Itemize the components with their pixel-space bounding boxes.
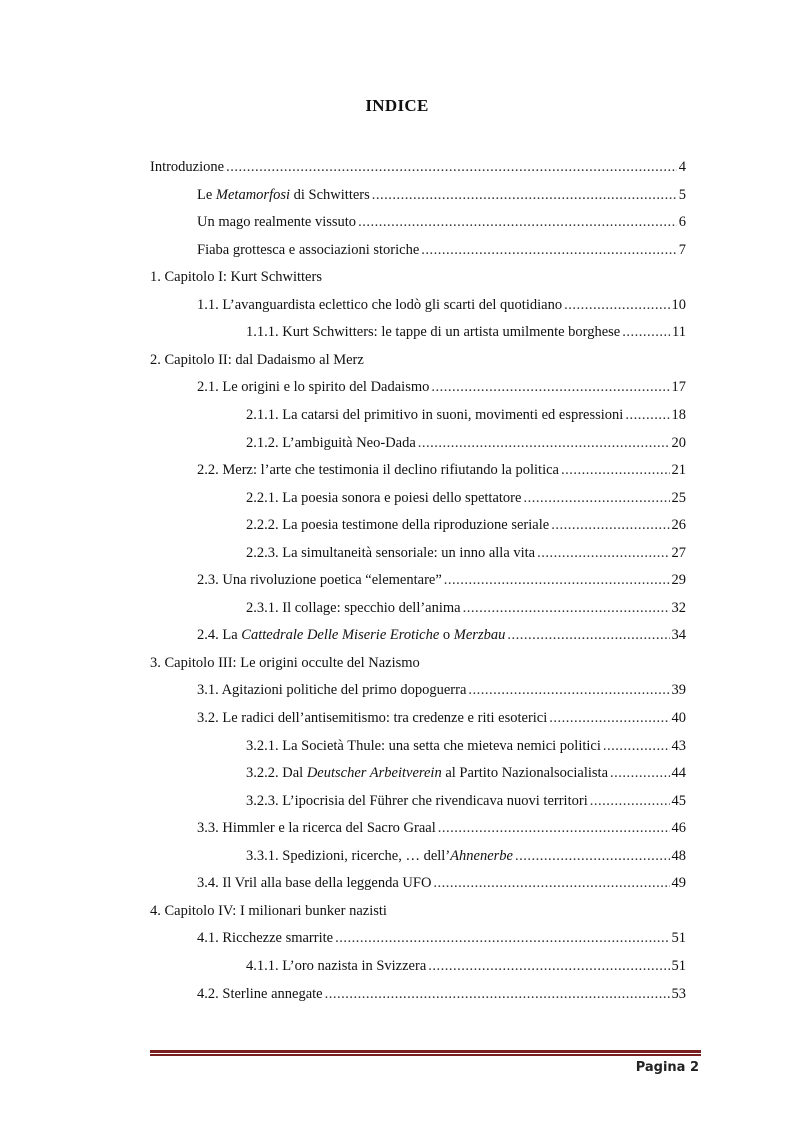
toc-entry-page: 10	[671, 296, 686, 313]
dot-leader	[507, 625, 669, 645]
dot-leader	[468, 680, 669, 700]
toc-entry-title-part: Le	[197, 186, 216, 203]
toc-entry[interactable]	[246, 791, 686, 811]
toc-entry-page: 40	[671, 710, 686, 726]
toc-entry-title-part: Merzbau	[453, 627, 506, 644]
toc-entry-title-part: 3.2. Le radici dell’antisemitismo: tra credenze e riti esoterici	[197, 710, 548, 726]
toc-entry-title	[150, 157, 224, 177]
toc-entry-title-part: Metamorfosi	[215, 186, 291, 203]
toc-entry-title	[246, 515, 549, 535]
dot-leader	[463, 598, 670, 618]
toc-entry-page: 48	[671, 847, 686, 864]
dot-leader	[603, 736, 670, 756]
toc-entry-title	[197, 240, 419, 260]
toc-entry[interactable]	[246, 433, 686, 453]
toc-entry-page: 51	[671, 957, 686, 974]
toc-entry-title	[246, 956, 426, 976]
toc-entry-title-part: 2.1.2. L’ambiguità Neo-Dada	[246, 434, 416, 451]
toc-entry-title	[197, 873, 431, 893]
toc-entry[interactable]	[197, 708, 686, 728]
toc-entry[interactable]	[197, 240, 686, 260]
dot-leader	[537, 543, 669, 563]
toc-entry[interactable]	[150, 653, 710, 673]
toc-entry-page: 51	[671, 930, 686, 947]
toc-entry[interactable]	[150, 157, 686, 177]
toc-entry-title-part: Un mago realmente vissuto	[197, 214, 357, 231]
toc-entry-page: 39	[671, 682, 686, 699]
toc-entry[interactable]	[246, 956, 686, 976]
dot-leader	[622, 322, 670, 342]
toc-entry-title-part: 4.2. Sterline annegate	[197, 985, 323, 1002]
toc-entry-title	[197, 680, 466, 700]
toc-entry-title-part: 1.1.1. Kurt Schwitters: le tappe di un artista umilmente borghese	[246, 324, 621, 341]
toc-entry-page: 25	[671, 489, 686, 506]
toc-entry[interactable]	[197, 625, 686, 645]
toc-entry-title-part: 3. Capitolo III: Le origini occulte del Nazismo	[150, 654, 420, 671]
toc-entry[interactable]	[246, 405, 686, 425]
dot-leader	[335, 928, 669, 948]
toc-entry-title	[246, 598, 461, 618]
dot-leader	[433, 873, 669, 893]
toc-entry[interactable]	[150, 350, 710, 370]
toc-entry-title-part: Fiaba grottesca e associazioni storiche	[197, 241, 420, 258]
toc-entry-title-part: 3.4. Il Vril alla base della leggenda UFO	[197, 875, 432, 892]
toc-entry[interactable]	[197, 818, 686, 838]
dot-leader	[515, 846, 670, 866]
toc-entry-title-part: 4.1.1. L’oro nazista in Svizzera	[246, 957, 427, 974]
toc-entry-title	[197, 984, 323, 1004]
page-title: INDICE	[365, 96, 429, 115]
toc-entry-title-part: Deutscher Arbeitverein	[306, 765, 442, 782]
toc-entry-page: 32	[671, 599, 686, 616]
toc-entry-title	[197, 928, 333, 948]
toc-entry-title-part: 3.1. Agitazioni politiche del primo dopoguerra	[197, 682, 467, 699]
toc-entry-title	[150, 901, 387, 921]
toc-entry-title	[150, 653, 420, 673]
toc-entry[interactable]	[197, 295, 686, 315]
toc-entry-title	[197, 570, 442, 590]
toc-entry-title-part: 2.3. Una rivoluzione poetica “elementare”	[197, 572, 442, 589]
toc-entry-page: 11	[672, 324, 686, 341]
toc-entry-title-part: Cattedrale Delle Miserie Erotiche	[241, 627, 440, 644]
toc-entry-page: 29	[671, 572, 686, 589]
dot-leader	[549, 708, 669, 728]
toc-entry-title-part: 3.3. Himmler e la ricerca del Sacro Graal	[197, 820, 436, 837]
toc-entry[interactable]	[150, 267, 710, 287]
toc-entry-title-part: 2.2. Merz: l’arte che testimonia il declino rifiutando la politica	[197, 462, 559, 479]
dot-leader	[438, 818, 670, 838]
toc-entry-page: 34	[671, 627, 686, 644]
dot-leader	[226, 157, 677, 177]
toc-entry-title	[246, 763, 608, 783]
toc-entry-page: 18	[671, 406, 686, 423]
toc-entry[interactable]	[246, 763, 686, 783]
toc-entry-title-part: 2.1.1. La catarsi del primitivo in suoni, movimenti ed espressioni	[246, 406, 624, 423]
toc-entry-page: 20	[671, 434, 686, 451]
toc-entry-page: 17	[671, 379, 686, 396]
toc-entry-title-part: 2.1. Le origini e lo spirito del Dadaismo	[197, 379, 430, 396]
toc-entry-title-part: 2. Capitolo II: dal Dadaismo al Merz	[150, 351, 364, 368]
toc-entry[interactable]	[246, 736, 686, 756]
toc-entry[interactable]	[197, 680, 686, 700]
toc-entry[interactable]	[246, 515, 686, 535]
toc-entry-title-part: 2.2.3. La simultaneità sensoriale: un inno alla vita	[246, 544, 536, 561]
dot-leader	[444, 570, 670, 590]
toc-entry-title	[197, 295, 562, 315]
toc-entry-page: 7	[678, 241, 686, 258]
toc-entry-title-part: 4. Capitolo IV: I milionari bunker nazisti	[150, 902, 387, 919]
toc-entry-title-part: 3.2.1. La Società Thule: una setta che mieteva nemici politici	[246, 737, 601, 754]
toc-entry-title	[246, 736, 601, 756]
dot-leader	[418, 433, 670, 453]
toc-entry[interactable]	[246, 598, 686, 618]
toc-entry-title	[246, 488, 521, 508]
toc-entry[interactable]	[197, 185, 686, 205]
toc-entry-title	[246, 791, 588, 811]
toc-entry-title	[150, 350, 364, 370]
toc-entry[interactable]	[197, 873, 686, 893]
toc-entry-title	[246, 543, 535, 563]
toc-entry-page: 44	[671, 765, 686, 782]
dot-leader	[561, 460, 670, 480]
toc-entry[interactable]	[246, 488, 686, 508]
toc-entry-title-part: 4.1. Ricchezze smarrite	[197, 930, 334, 947]
toc-entry-title-part: 2.2.2. La poesia testimone della riproduzione seriale	[246, 517, 550, 534]
toc-entry[interactable]	[197, 212, 686, 232]
toc-entry-title-part: 1. Capitolo I: Kurt Schwitters	[150, 269, 322, 286]
toc-entry[interactable]	[150, 901, 710, 921]
dot-leader	[358, 212, 677, 232]
toc-entry-title	[197, 185, 370, 205]
dot-leader	[590, 791, 670, 811]
dot-leader	[428, 956, 669, 976]
toc-entry-title-part: al Partito Nazionalsocialista	[441, 765, 608, 782]
toc-entry-title	[197, 377, 429, 397]
toc-entry-page: 45	[671, 792, 686, 809]
toc-entry-title	[246, 322, 620, 342]
dot-leader	[564, 295, 669, 315]
dot-leader	[325, 984, 670, 1004]
toc-entry-page: 26	[671, 517, 686, 534]
toc-entry[interactable]	[197, 460, 686, 480]
toc-entry-title	[197, 625, 505, 645]
toc-entry-page: 43	[671, 737, 686, 754]
toc-entry-title-part: 3.2.3. L’ipocrisia del Führer che rivendicava nuovi territori	[246, 792, 588, 809]
toc-entry-title-part: Introduzione	[150, 159, 225, 175]
toc-entry-title	[246, 846, 513, 866]
toc-entry-title	[197, 708, 547, 728]
toc-entry-title	[246, 433, 416, 453]
toc-entry-title-part: 3.2.2. Dal	[246, 765, 307, 782]
toc-entry[interactable]	[246, 322, 686, 342]
toc-entry[interactable]	[246, 543, 686, 563]
toc-entry-title-part: 2.4. La	[197, 627, 242, 644]
toc-entry-title	[150, 267, 322, 287]
toc-entry-page: 5	[678, 186, 686, 203]
toc-entry-title-part: 3.3.1. Spedizioni, ricerche, … dell’	[246, 847, 451, 864]
toc-entry[interactable]	[197, 377, 686, 397]
page-number: Pagina 2	[635, 1060, 699, 1075]
toc-entry-title-part: 2.3.1. Il collage: specchio dell’anima	[246, 599, 461, 616]
toc-entry-title	[246, 405, 623, 425]
toc-entry-page: 4	[678, 159, 686, 175]
toc-entry[interactable]	[197, 928, 686, 948]
toc-entry-title	[197, 818, 436, 838]
toc-entry-page: 21	[671, 462, 686, 479]
toc-entry-page: 27	[671, 544, 686, 561]
toc-entry-title-part: di Schwitters	[290, 186, 370, 203]
toc-entry[interactable]	[197, 570, 686, 590]
dot-leader	[431, 377, 669, 397]
dot-leader	[625, 405, 669, 425]
dot-leader	[372, 185, 677, 205]
dot-leader	[551, 515, 669, 535]
toc-entry[interactable]	[246, 846, 686, 866]
toc-entry-title	[197, 460, 559, 480]
toc-entry-page: 49	[671, 875, 686, 892]
toc-entry-title-part: 1.1. L’avanguardista eclettico che lodò gli scarti del quotidiano	[197, 296, 563, 313]
dot-leader	[421, 240, 676, 260]
toc-entry-title-part: 2.2.1. La poesia sonora e poiesi dello spettatore	[246, 489, 522, 506]
dot-leader	[523, 488, 669, 508]
toc-entry-page: 46	[671, 820, 686, 837]
toc-entry-title	[197, 212, 356, 232]
toc-entry-title-part: Ahnenerbe	[450, 847, 513, 864]
footer-rule	[150, 1050, 701, 1057]
toc-entry-title-part: o	[439, 627, 454, 644]
toc-entry-page: 6	[678, 214, 686, 231]
toc-entry-page: 53	[671, 985, 686, 1002]
toc-entry[interactable]	[197, 984, 686, 1004]
dot-leader	[610, 763, 670, 783]
